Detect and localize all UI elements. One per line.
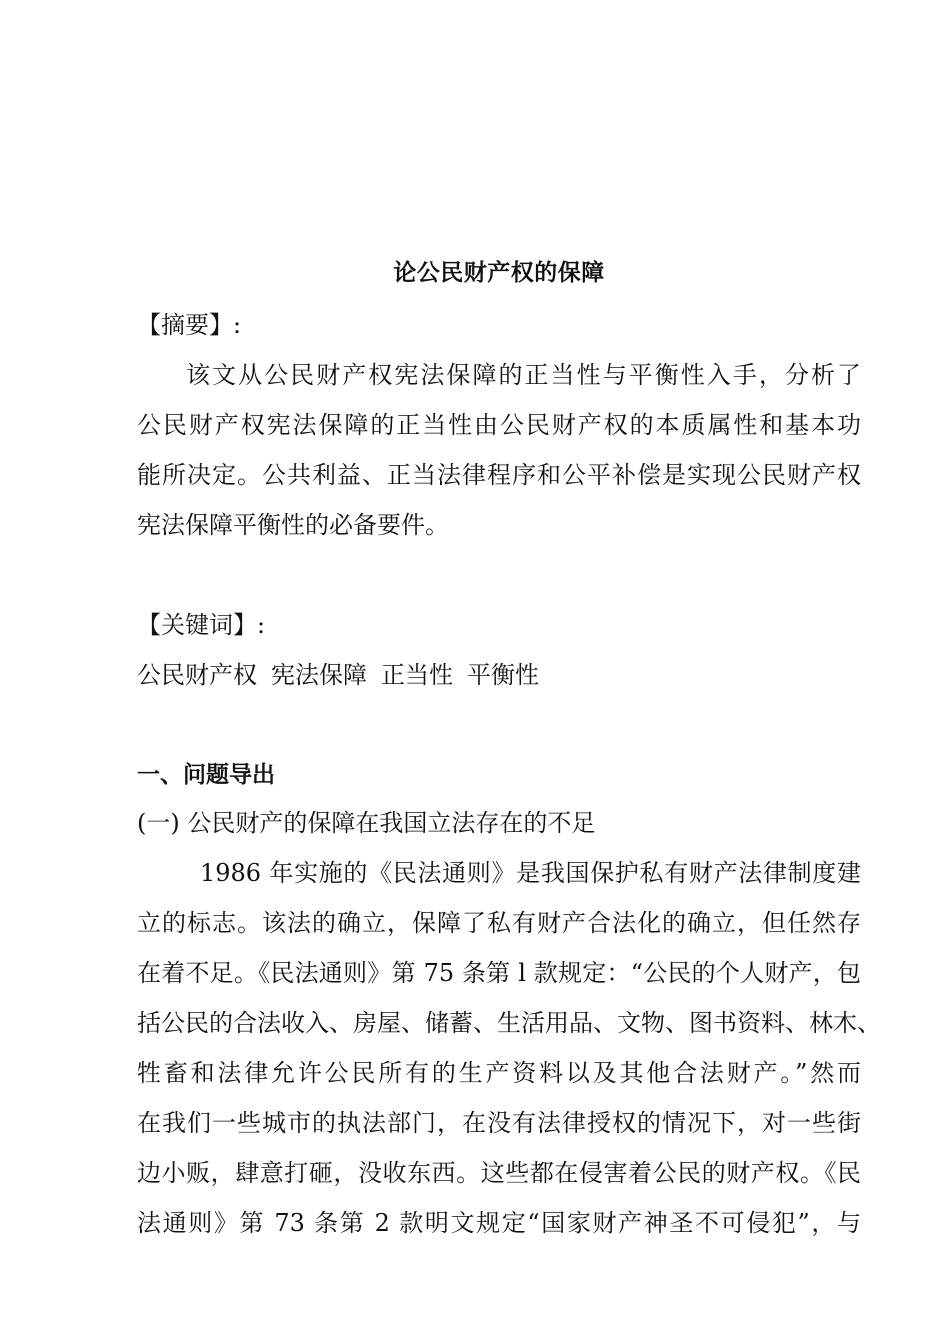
body-line-1: 1986 年实施的《民法通则》是我国保护私有财产法律制度建	[200, 859, 861, 887]
body-line-4: 括公民的合法收入、房屋、储蓄、生活用品、文物、图书资料、林木、	[137, 1009, 881, 1037]
body-line-6: 在我们一些城市的执法部门，在没有法律授权的情况下，对一些街	[137, 1109, 861, 1137]
document-title: 论公民财产权的保障	[393, 260, 605, 286]
subsection-heading: (一) 公民财产的保障在我国立法存在的不足	[137, 809, 596, 837]
abstract-line-2: 公民财产权宪法保障的正当性由公民财产权的本质属性和基本功	[137, 411, 861, 439]
keyword: 宪法保障	[271, 661, 367, 689]
body-line-5: 牲畜和法律允许公民所有的生产资料以及其他合法财产。”然而	[137, 1059, 861, 1087]
abstract-line-4: 宪法保障平衡性的必备要件。	[137, 511, 449, 539]
abstract-label: 【摘要】:	[137, 311, 242, 339]
body-line-8: 法通则》第 73 条第 2 款明文规定“国家财产神圣不可侵犯”，与	[137, 1209, 861, 1237]
body-line-7: 边小贩，肆意打砸，没收东西。这些都在侵害着公民的财产权。《民	[137, 1159, 861, 1187]
keyword: 公民财产权	[137, 661, 257, 689]
keywords-label: 【关键词】:	[137, 611, 266, 639]
abstract-line-3: 能所决定。公共利益、正当法律程序和公平补偿是实现公民财产权	[137, 461, 861, 489]
keywords-list	[137, 660, 861, 690]
section-heading: 一、问题导出	[137, 762, 275, 788]
body-line-3: 在着不足。《民法通则》第 75 条第 l 款规定：“公民的个人财产，包	[137, 959, 861, 987]
body-line-2: 立的标志。该法的确立，保障了私有财产合法化的确立，但任然存	[137, 909, 861, 937]
keyword: 平衡性	[467, 661, 539, 689]
abstract-line-1: 该文从公民财产权宪法保障的正当性与平衡性入手，分析了	[186, 361, 861, 389]
keyword: 正当性	[381, 661, 453, 689]
